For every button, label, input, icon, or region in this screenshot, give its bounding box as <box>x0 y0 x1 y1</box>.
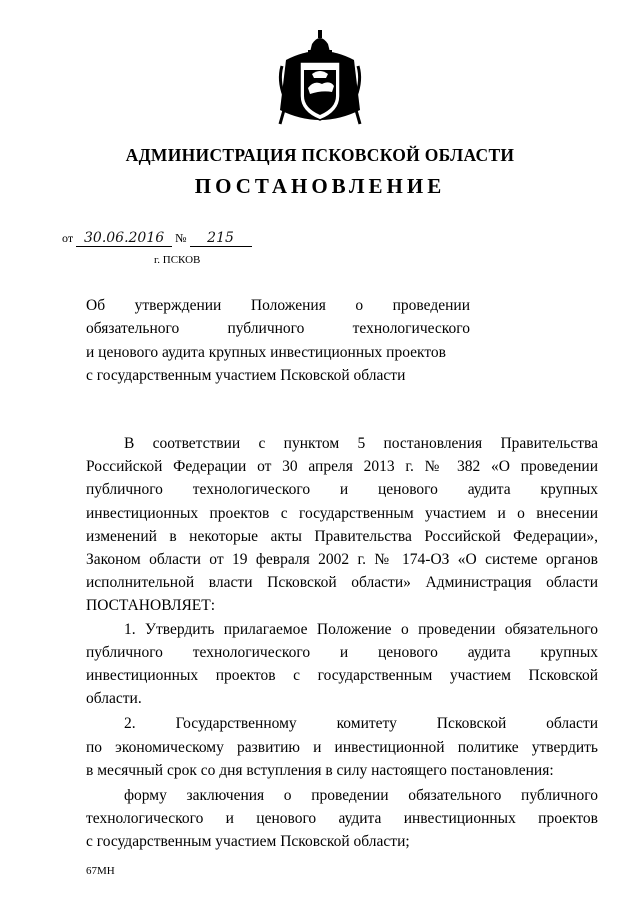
preamble-paragraph <box>86 432 598 618</box>
document-subject <box>86 294 470 387</box>
paragraph-line: 1. Утвердить прилагаемое Положение о проведении обязательного <box>124 620 598 638</box>
document-body <box>86 432 598 854</box>
document-date: 30.06.2016 <box>76 230 172 247</box>
paragraph-line: инвестиционных проектов с государственным участием и о внесении <box>86 504 598 522</box>
paragraph-line: инвестиционных проектов с государственным участием Псковской <box>86 667 598 685</box>
subject-line: обязательного публичного технологического <box>86 320 470 338</box>
document-type: ПОСТАНОВЛЕНИЕ <box>194 174 446 198</box>
paragraph-line: Российской Федерации от 30 апреля 2013 г. № 382 «О проведении <box>86 458 598 476</box>
organization-name: АДМИНИСТРАЦИЯ ПСКОВСКОЙ ОБЛАСТИ <box>125 145 515 165</box>
footer-code: 67МН <box>86 865 115 877</box>
paragraph-line: по экономическому развитию и инвестиционной политике утвердить <box>86 738 598 756</box>
paragraph-line: публичного технологического и ценового аудита крупных <box>86 643 598 661</box>
paragraph-line: 2. Государственному комитету Псковской области <box>124 715 598 733</box>
item-1-paragraph <box>86 618 598 711</box>
paragraph-line: технологического и ценового аудита инвестиционных проектов <box>86 810 598 828</box>
paragraph-line: ПОСТАНОВЛЯЕТ: <box>86 597 216 615</box>
coat-of-arms-icon <box>276 30 364 128</box>
paragraph-line: в месячный срок со дня вступления в силу настоящего постановления: <box>86 761 554 779</box>
subject-line: с государственным участием Псковской области <box>86 366 406 384</box>
registration-line <box>62 230 252 247</box>
paragraph-line: изменений в некоторые акты Правительства Российской Федерации», <box>86 527 598 545</box>
city: г. ПСКОВ <box>154 254 201 266</box>
number-prefix: № <box>175 231 187 245</box>
item-2-paragraph <box>86 712 598 782</box>
paragraph-line: области. <box>86 690 142 708</box>
paragraph-line: публичного технологического и ценового аудита крупных <box>86 481 598 499</box>
subject-line: и ценового аудита крупных инвестиционных проектов <box>86 343 446 361</box>
paragraph-line: форму заключения о проведении обязательного публичного <box>124 787 598 805</box>
paragraph-line: исполнительной власти Псковской области» Администрация области <box>86 574 598 592</box>
item-2-subparagraph <box>86 784 598 854</box>
paragraph-line: В соответствии с пунктом 5 постановления Правительства <box>124 435 598 452</box>
document-number: 215 <box>190 230 252 247</box>
subject-line: Об утверждении Положения о проведении <box>86 297 470 314</box>
date-prefix: от <box>62 231 74 245</box>
paragraph-line: Законом области от 19 февраля 2002 г. № 174-ОЗ «О системе органов <box>86 551 598 569</box>
paragraph-line: с государственным участием Псковской области; <box>86 833 410 851</box>
